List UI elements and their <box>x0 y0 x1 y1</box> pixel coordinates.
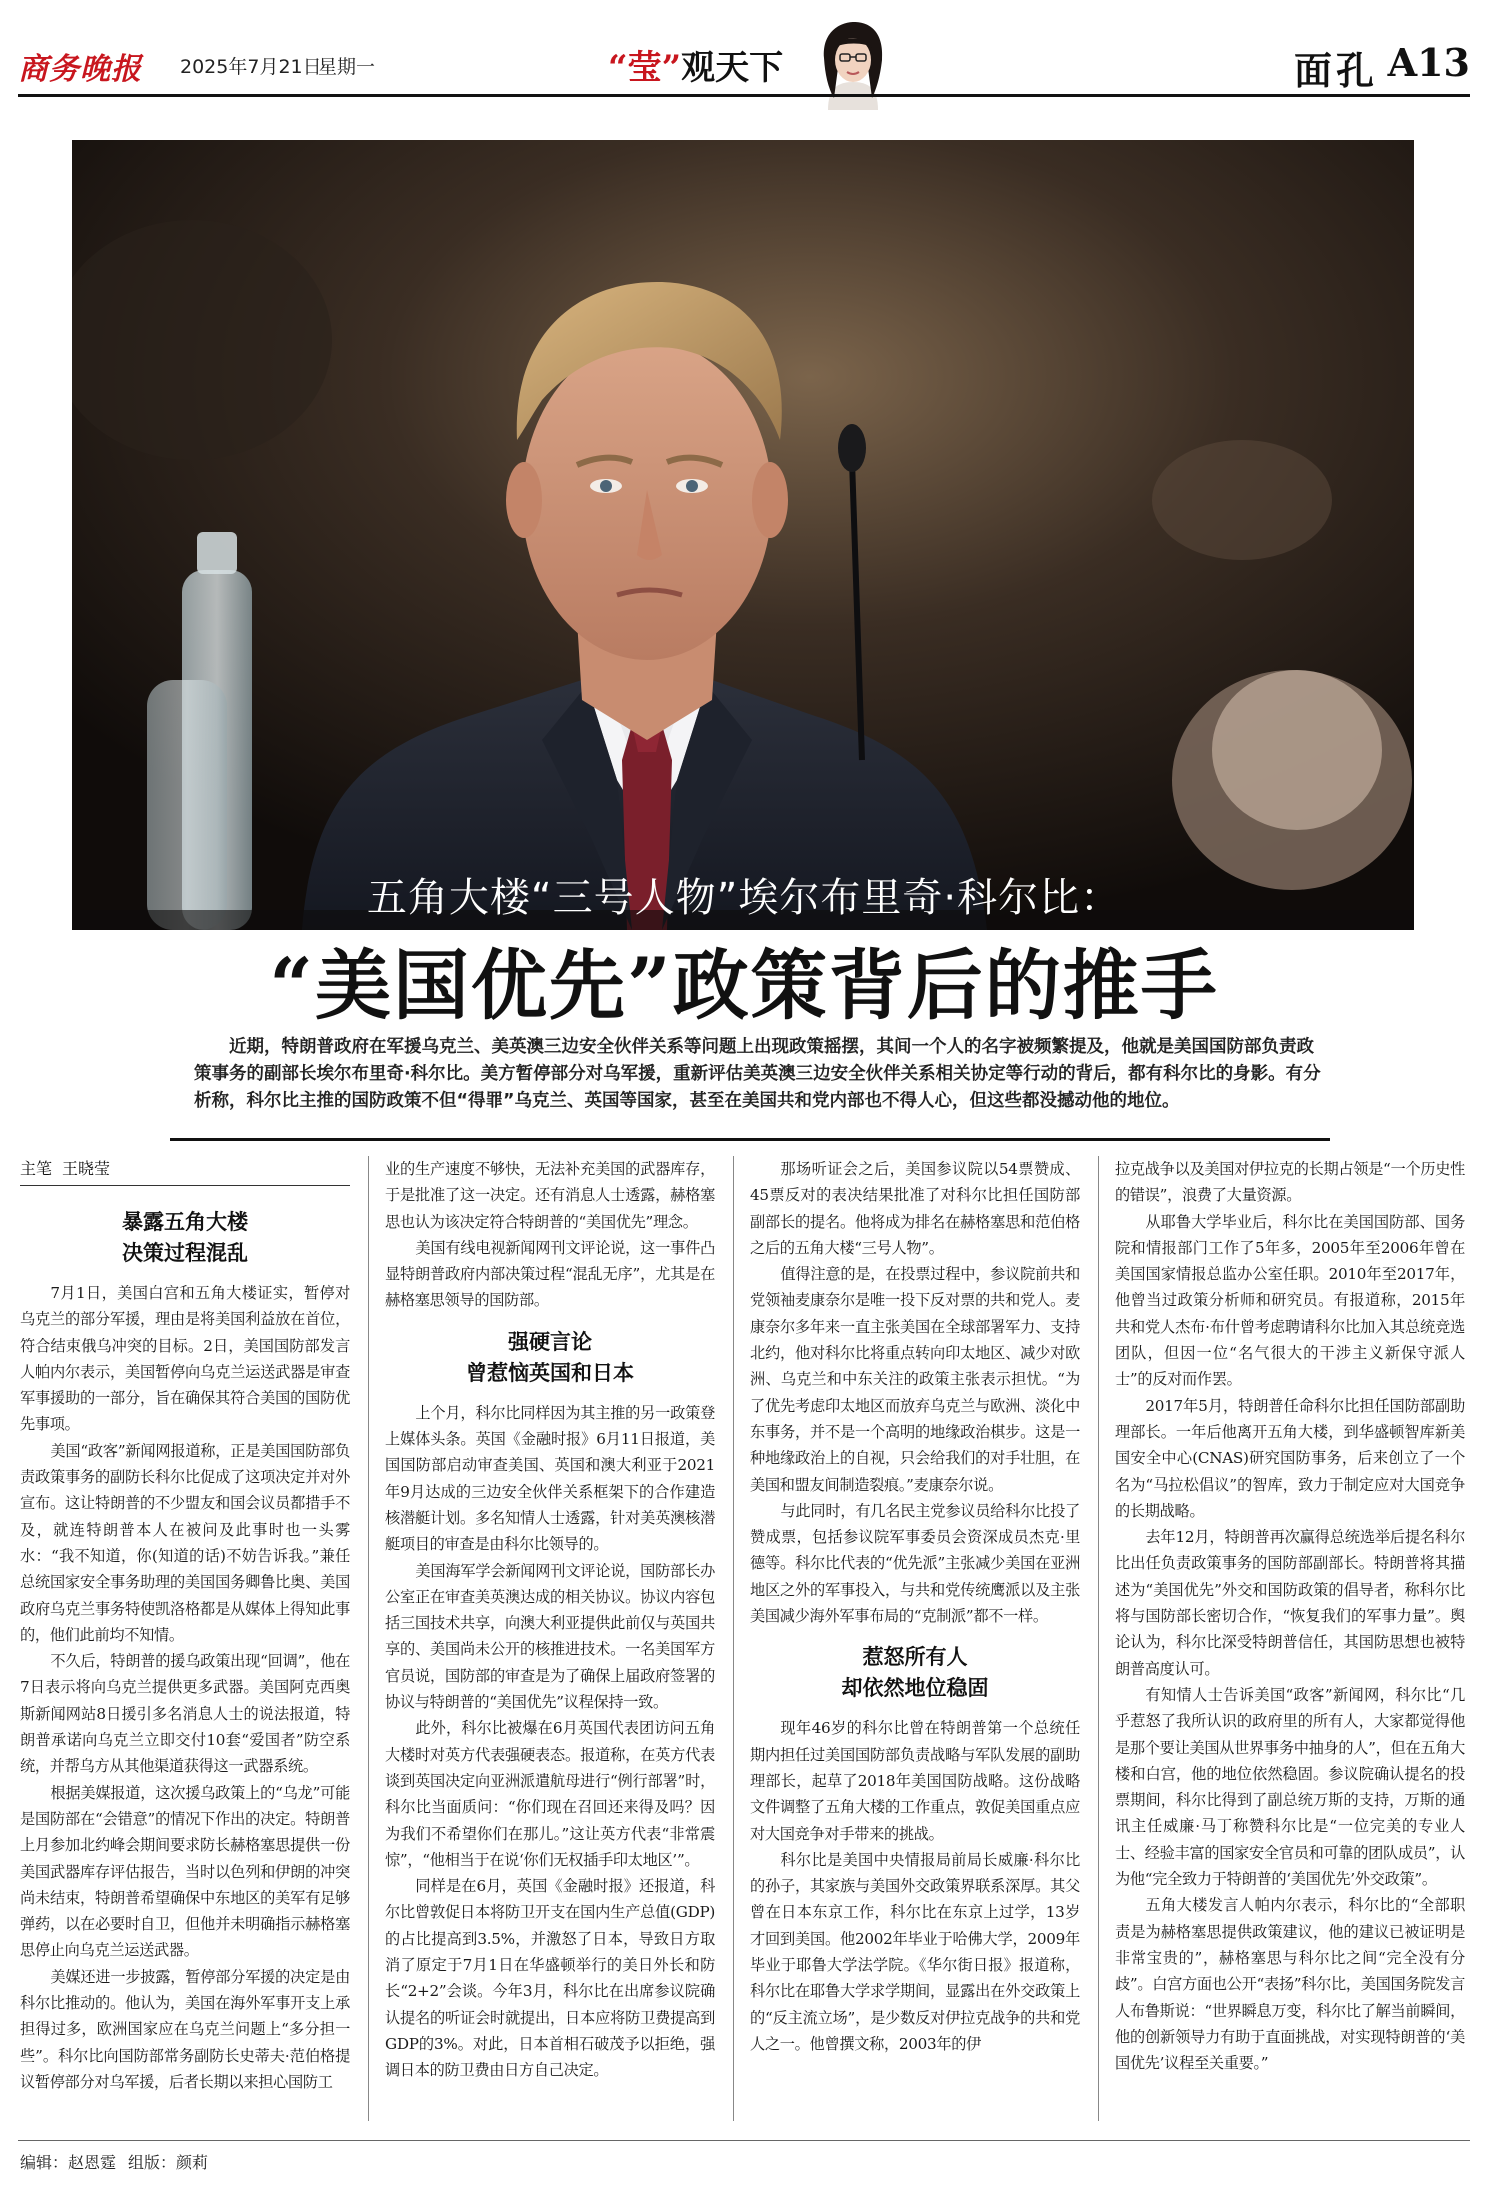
paragraph: 此外，科尔比被爆在6月英国代表团访问五角大楼时对英方代表强硬表态。报道称，在英方代表谈到英国决定向亚洲派遣航母进行“例行部署”时，科尔比当面质问：“你们现在召回还来得及吗？因为我们不希望你们在那儿。”这让英方代表“非常震惊”，“他相当于在说‘你们无权插手印太地区’”。 <box>385 1719 715 1869</box>
paragraph: 美国海军学会新闻网刊文评论说，国防部长办公室正在审查美英澳达成的相关协议。协议内容包括三国技术共享，向澳大利亚提供此前仅与英国共享的、美国尚未公开的核推进技术。一名美国军方官员说，国防部的审查是为了确保上届政府签署的协议与特朗普的“美国优先”议程保持一致。 <box>385 1561 715 1712</box>
paragraph: 从耶鲁大学毕业后，科尔比在美国国防部、国务院和情报部门工作了5年多，2005年至2006年曾在美国国家情报总监办公室任职。2010年至2017年，他曾当过政策分析师和研究员。有报道称，2015年共和党人杰布·布什曾考虑聘请科尔比加入其总统竞选团队，但因一位“名气很大的干涉主义新保守派人士”的反对而作罢。 <box>1115 1212 1465 1389</box>
page-footer <box>20 2150 220 2173</box>
section-heading <box>20 1206 350 1268</box>
column-quote-open: “ <box>608 48 628 88</box>
paragraph: 根据美媒报道，这次援乌政策上的“乌龙”可能是国防部在“会错意”的情况下作出的决定。特朗普上月参加北约峰会期间要求防长赫格塞思提供一份美国武器库存评估报告，当时以色列和伊朗的冲突尚未结束，特朗普希望确保中东地区的美军有足够弹药，以在必要时自卫，但他并未明确指示赫格塞思停止向乌克兰运送武器。 <box>20 1783 350 1960</box>
article-column-2 <box>385 1156 715 2121</box>
byline <box>20 1156 350 1186</box>
paragraph: 美国“政客”新闻网报道称，正是美国国防部负责政策事务的副防长科尔比促成了这项决定并对外宣布。这让特朗普的不少盟友和国会议员都措手不及，就连特朗普本人在被问及此事时也一头雾水：“我不知道，你(知道的话)不妨告诉我。”兼任总统国家安全事务助理的美国国务卿鲁比奥、美国政府乌克兰事务特使凯洛格都是从媒体上得知此事的，他们此前均不知情。 <box>20 1441 350 1644</box>
section-heading-line: 强硬言论 <box>508 1328 592 1354</box>
column-divider <box>368 1156 369 2121</box>
hero-photo <box>72 140 1414 930</box>
section-heading-line: 暴露五角大楼 <box>122 1209 248 1234</box>
column-divider <box>733 1156 734 2121</box>
layout-credit: 组版：颜莉 <box>128 2153 209 2172</box>
paragraph: 值得注意的是，在投票过程中，参议院前共和党领袖麦康奈尔是唯一投下反对票的共和党人。麦康奈尔多年来一直主张美国在全球部署军力、支持北约，他对科尔比将重点转向印太地区、减少对欧洲、乌克兰和中东关注的政策主张表示担忧。“为了优先考虑印太地区而放弃乌克兰与欧洲、淡化中东事务，并不是一个高明的地缘政治棋步。这是一种地缘政治上的自视，只会给我们的对手壮胆，在美国和盟友间制造裂痕。”麦康奈尔说。 <box>750 1265 1080 1494</box>
column-name-char: 莹 <box>627 48 662 88</box>
column-divider <box>1098 1156 1099 2121</box>
article-column-3 <box>750 1156 1080 2121</box>
section-heading <box>750 1641 1080 1703</box>
newspaper-logo: 商务晚报 <box>18 52 142 87</box>
paragraph: 科尔比是美国中央情报局前局长威廉·科尔比的孙子，其家族与美国外交政策界联系深厚。其父曾在日本东京工作，科尔比在东京上过学，13岁才回到美国。他2002年毕业于哈佛大学，2009年毕业于耶鲁大学法学院。《华尔街日报》报道称，科尔比在耶鲁大学求学期间，显露出在外交政策上的“反主流立场”，是少数反对伊拉克战争的共和党人之一。他曾撰文称，2003年的伊 <box>750 1850 1080 2053</box>
byline-name: 王晓莹 <box>62 1159 111 1178</box>
headline-subhead: 五角大楼“三号人物”埃尔布里奇·科尔比： <box>366 875 1122 921</box>
byline-role: 主笔 <box>20 1159 53 1178</box>
editor-credit: 编辑：赵恩霆 <box>20 2153 117 2172</box>
paragraph: 五角大楼发言人帕内尔表示，科尔比的“全部职责是为赫格塞思提供政策建议，他的建议已被证明是非常宝贵的”，赫格塞思与科尔比之间“完全没有分歧”。白宫方面也公开“表扬”科尔比，美国国务院发言人布鲁斯说：“世界瞬息万变，科尔比了解当前瞬间，他的创新领导力有助于直面挑战，对实现特朗普的‘美国优先’议程至关重要。” <box>1115 1896 1465 2073</box>
article-column-1 <box>20 1156 350 2121</box>
column-quote-close: ” <box>661 48 682 88</box>
paragraph: 那场听证会之后，美国参议院以54票赞成、45票反对的表决结果批准了对科尔比担任国防部副部长的提名。他将成为排名在赫格塞思和范伯格之后的五角大楼“三号人物”。 <box>750 1160 1080 1257</box>
paragraph: 业的生产速度不够快，无法补充美国的武器库存，于是批准了这一决定。还有消息人士透露，赫格塞思也认为该决定符合特朗普的“美国优先”理念。 <box>385 1160 715 1231</box>
issue-date: 2025年7月21日 <box>180 56 322 78</box>
section-heading-line: 惹怒所有人 <box>862 1644 968 1670</box>
paragraph: 去年12月，特朗普再次赢得总统选举后提名科尔比出任负责政策事务的国防部副部长。特朗普将其描述为“美国优先”外交和国防政策的倡导者，称科尔比将与国防部长密切合作，“恢复我们的军事力量”。舆论认为，科尔比深受特朗普信任，其国防思想也被特朗普高度认可。 <box>1115 1528 1465 1678</box>
paragraph: 拉克战争以及美国对伊拉克的长期占领是“一个历史性的错误”，浪费了大量资源。 <box>1115 1160 1465 1205</box>
column-title <box>608 40 783 89</box>
section-heading-line: 却依然地位稳固 <box>841 1675 989 1701</box>
headline-title: “美国优先”政策背后的推手 <box>269 941 1219 1030</box>
paragraph: 7月1日，美国白宫和五角大楼证实，暂停对乌克兰的部分军援，理由是将美国利益放在首位，符合结束俄乌冲突的目标。2日，美国国防部发言人帕内尔表示，美国暂停向乌克兰运送武器是审查军事援助的一部分，旨在确保其符合美国的国防优先事项。 <box>20 1284 350 1434</box>
section-name: 面孔 <box>1293 48 1378 93</box>
paragraph: 2017年5月，特朗普任命科尔比担任国防部副助理部长。一年后他离开五角大楼，到华盛顿智库新美国安全中心(CNAS)研究国防事务，后来创立了一个名为“马拉松倡议”的智库，致力于制定应对大国竞争的长期战略。 <box>1115 1396 1465 1520</box>
paragraph: 有知情人士告诉美国“政客”新闻网，科尔比“几乎惹怒了我所认识的政府里的所有人，大家都觉得他是那个要让美国从世界事务中抽身的人”，但在五角大楼和白宫，他的地位依然稳固。参议院确认提名的投票期间，科尔比得到了副总统万斯的支持，万斯的通讯主任威廉·马丁称赞科尔比是“一位完美的专业人士、经验丰富的国家安全官员和可靠的团队成员”，认为他“完全致力于特朗普的‘美国优先’外交政策”。 <box>1115 1685 1465 1889</box>
paragraph: 美国有线电视新闻网刊文评论说，这一事件凸显特朗普政府内部决策过程“混乱无序”，尤其是在赫格塞思领导的国防部。 <box>385 1238 715 1310</box>
lede-rule <box>170 1138 1330 1141</box>
paragraph: 现年46岁的科尔比曾在特朗普第一个总统任期内担任过美国国防部负责战略与军队发展的副助理部长，起草了2018年美国国防战略。这份战略文件调整了五角大楼的工作重点，敦促美国重点应对大国竞争对手带来的挑战。 <box>750 1719 1080 1843</box>
paragraph: 上个月，科尔比同样因为其主推的另一政策登上媒体头条。英国《金融时报》6月11日报道，美国国防部启动审查美国、英国和澳大利亚于2021年9月达成的三边安全伙伴关系框架下的合作建造核潜艇计划。多名知情人士透露，针对美英澳核潜艇项目的审查是由科尔比领导的。 <box>385 1403 715 1554</box>
footer-rule <box>18 2140 1470 2141</box>
section-heading-line: 曾惹恼英国和日本 <box>466 1359 634 1385</box>
section-heading-line: 决策过程混乱 <box>122 1240 248 1265</box>
paragraph: 不久后，特朗普的援乌政策出现“回调”，他在7日表示将向乌克兰提供更多武器。美国阿克西奥斯新闻网站8日援引多名消息人士的说法报道，特朗普承诺向乌克兰立即交付10套“爱国者”防空系统，并帮乌方从其他渠道获得这一武器系统。 <box>20 1652 350 1776</box>
masthead-rule <box>18 94 1470 97</box>
paragraph: 美媒还进一步披露，暂停部分军援的决定是由科尔比推动的。他认为，美国在海外军事开支上承担得过多，欧洲国家应在乌克兰问题上“多分担一些”。科尔比向国防部常务副防长史蒂夫·范伯格提议暂停部分对乌军援，后者长期以来担心国防工 <box>20 1967 350 2091</box>
article-column-4 <box>1115 1156 1465 2121</box>
article-lede: 近期，特朗普政府在军援乌克兰、美英澳三边安全伙伴关系等问题上出现政策摇摆，其间一个人的名字被频繁提及，他就是美国国防部负责政策事务的副部长埃尔布里奇·科尔比。美方暂停部分对乌军援，重新评估美英澳三边安全伙伴关系相关协定等行动的背后，都有科尔比的身影。有分析称，科尔比主推的国防政策不但“得罪”乌克兰、英国等国家，甚至在美国共和党内部也不得人心，但这些都没撼动他的地位。 <box>194 1037 1321 1111</box>
paragraph: 同样是在6月，英国《金融时报》还报道，科尔比曾敦促日本将防卫开支在国内生产总值(GDP)的占比提高到3.5%，并激怒了日本，导致日方取消了原定于7月1日在华盛顿举行的美日外长和防长“2+2”会谈。今年3月，科尔比在出席参议院确认提名的听证会时就提出，日本应将防卫费提高到GDP的3%。对此，日本首相石破茂予以拒绝，强调日本的防卫费由日方自己决定。 <box>385 1877 715 2080</box>
paragraph: 与此同时，有几名民主党参议员给科尔比投了赞成票，包括参议院军事委员会资深成员杰克·里德等。科尔比代表的“优先派”主张减少美国在亚洲地区之外的军事投入，与共和党传统鹰派以及主张美国减少海外军事布局的“克制派”都不一样。 <box>750 1501 1080 1626</box>
section-heading <box>385 1326 715 1388</box>
column-name-rest: 观天下 <box>681 48 784 88</box>
page-number: A13 <box>1387 40 1470 85</box>
issue-weekday: 星期一 <box>318 56 376 78</box>
